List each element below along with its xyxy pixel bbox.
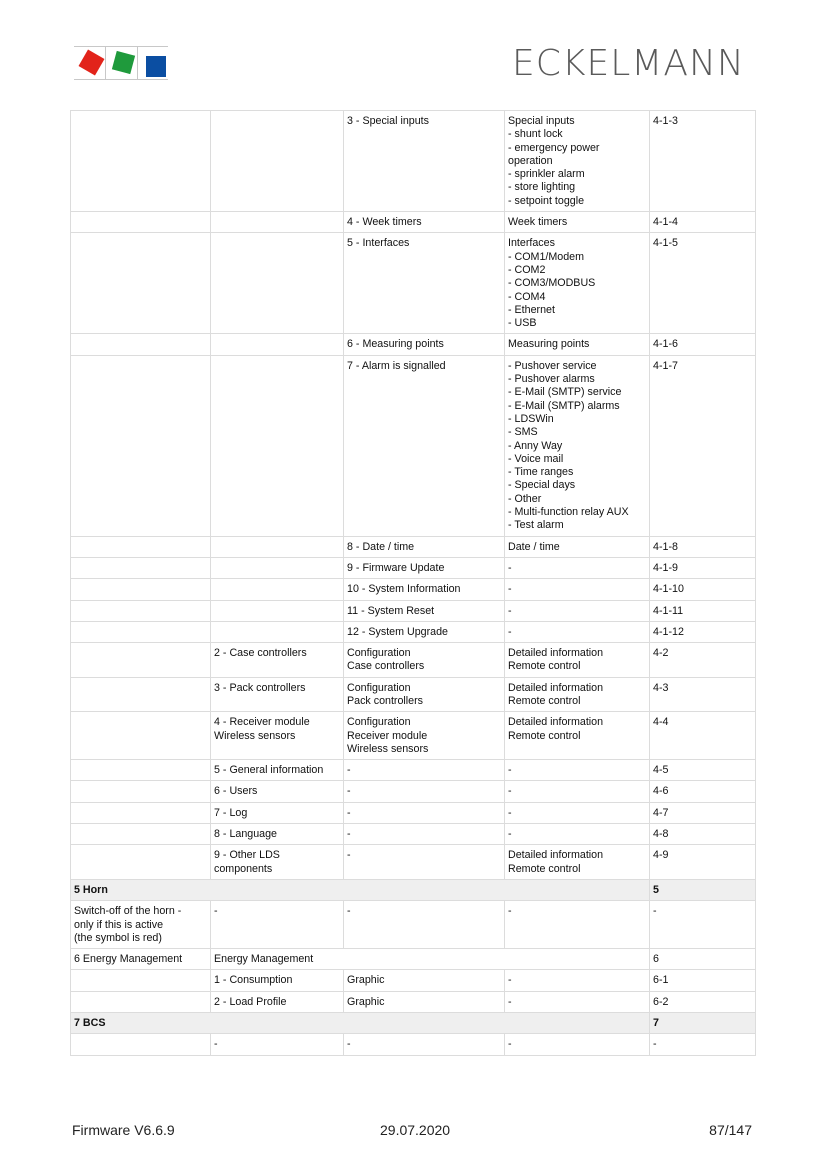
cell-content: -: [505, 1034, 650, 1055]
cell-level3: Configuration Receiver module Wireless sensors: [344, 712, 505, 760]
table-row: [71, 802, 756, 823]
cell-level3: -: [344, 845, 505, 880]
table-row: [71, 579, 756, 600]
cell-level3: 12 - System Upgrade: [344, 621, 505, 642]
cell-reference: 4-5: [650, 760, 756, 781]
cell-reference: 4-1-9: [650, 557, 756, 578]
cell-level2: 8 - Language: [211, 824, 344, 845]
cell-content: -: [505, 579, 650, 600]
table-row: [71, 233, 756, 334]
footer-page-number: 87/147: [709, 1122, 752, 1138]
table-row: [71, 760, 756, 781]
cell-level3: Configuration Case controllers: [344, 643, 505, 678]
cell-level2: -: [211, 901, 344, 949]
cell-level2: 6 - Users: [211, 781, 344, 802]
section-row-bcs: [71, 1013, 756, 1034]
cell-level3: 4 - Week timers: [344, 212, 505, 233]
cell-content: -: [505, 760, 650, 781]
cell-content: Detailed information Remote control: [505, 677, 650, 712]
cell-reference: 5: [650, 879, 756, 900]
cell-reference: 4-1-3: [650, 111, 756, 212]
cell-content: -: [505, 781, 650, 802]
section-row-horn: [71, 879, 756, 900]
cell-level2: 3 - Pack controllers: [211, 677, 344, 712]
table-row: [71, 781, 756, 802]
cell-reference: 4-1-5: [650, 233, 756, 334]
table-row: [71, 536, 756, 557]
cell-reference: 4-1-6: [650, 334, 756, 355]
table-row: [71, 355, 756, 536]
table-row: [71, 991, 756, 1012]
cell-level2: 5 - General information: [211, 760, 344, 781]
logo-red-square: [79, 50, 105, 76]
cell-level3: 5 - Interfaces: [344, 233, 505, 334]
cell-level3: -: [344, 824, 505, 845]
cell-reference: 4-9: [650, 845, 756, 880]
table-row: [71, 600, 756, 621]
cell-content: -: [505, 802, 650, 823]
cell-content: -: [505, 600, 650, 621]
section-title: 5 Horn: [71, 879, 650, 900]
cell-reference: 4-1-7: [650, 355, 756, 536]
table-row: [71, 712, 756, 760]
cell-reference: 4-2: [650, 643, 756, 678]
cell-content: Special inputs - shunt lock - emergency power operation - sprinkler alarm - store lighting - setpoint toggle: [505, 111, 650, 212]
cell-level3: Graphic: [344, 970, 505, 991]
cell-content: Measuring points: [505, 334, 650, 355]
cell-reference: 4-1-8: [650, 536, 756, 557]
cell-level1: Switch-off of the horn - only if this is active (the symbol is red): [71, 901, 211, 949]
cell-reference: 4-1-10: [650, 579, 756, 600]
cell-reference: 6-1: [650, 970, 756, 991]
cell-reference: 6-2: [650, 991, 756, 1012]
table-row: [71, 111, 756, 212]
cell-level3: 8 - Date / time: [344, 536, 505, 557]
cell-content: Week timers: [505, 212, 650, 233]
cell-content: Detailed information Remote control: [505, 643, 650, 678]
brand-wordmark: ECKELMANN: [512, 43, 745, 84]
table-row: [71, 212, 756, 233]
cell-level2: 9 - Other LDS components: [211, 845, 344, 880]
cell-level2: 1 - Consumption: [211, 970, 344, 991]
cell-reference: 6: [650, 949, 756, 970]
cell-level3: 6 - Measuring points: [344, 334, 505, 355]
cell-level2: 2 - Load Profile: [211, 991, 344, 1012]
footer-firmware-version: Firmware V6.6.9: [72, 1122, 175, 1138]
cell-level2: Energy Management: [211, 949, 650, 970]
cell-level3: -: [344, 781, 505, 802]
cell-content: -: [505, 970, 650, 991]
table-row: [71, 1034, 756, 1055]
cell-level2: 7 - Log: [211, 802, 344, 823]
cell-level3: 9 - Firmware Update: [344, 557, 505, 578]
cell-reference: 4-4: [650, 712, 756, 760]
table-row: [71, 970, 756, 991]
cell-level1: [71, 111, 211, 212]
logo-green-square: [112, 51, 135, 74]
table-row: [71, 901, 756, 949]
cell-content: -: [505, 621, 650, 642]
cell-level3: Configuration Pack controllers: [344, 677, 505, 712]
cell-reference: -: [650, 1034, 756, 1055]
cell-level3: -: [344, 760, 505, 781]
cell-reference: 4-3: [650, 677, 756, 712]
table-row: [71, 557, 756, 578]
cell-reference: 4-6: [650, 781, 756, 802]
table-row: [71, 845, 756, 880]
cell-content: Date / time: [505, 536, 650, 557]
cell-reference: 7: [650, 1013, 756, 1034]
cell-content: Detailed information Remote control: [505, 845, 650, 880]
cell-content: -: [505, 991, 650, 1012]
footer-date: 29.07.2020: [380, 1122, 451, 1138]
cell-level3: Graphic: [344, 991, 505, 1012]
cell-level3: 10 - System Information: [344, 579, 505, 600]
cell-level3: 3 - Special inputs: [344, 111, 505, 212]
cell-content: - Pushover service - Pushover alarms - E-Mail (SMTP) service - E-Mail (SMTP) alarms - LDSWin - SMS - Anny Way - Voice mail - Time ranges - Special days - Other - Multi-function relay AUX - Test alarm: [505, 355, 650, 536]
cell-reference: 4-8: [650, 824, 756, 845]
table-row: [71, 824, 756, 845]
cell-content: -: [505, 901, 650, 949]
eckelmann-logo: [74, 46, 168, 80]
table-row: [71, 643, 756, 678]
cell-content: Detailed information Remote control: [505, 712, 650, 760]
cell-level2: 2 - Case controllers: [211, 643, 344, 678]
cell-level3: -: [344, 901, 505, 949]
table-row: [71, 949, 756, 970]
cell-reference: 4-7: [650, 802, 756, 823]
cell-level2: [211, 111, 344, 212]
cell-content: -: [505, 557, 650, 578]
cell-reference: -: [650, 901, 756, 949]
cell-content: Interfaces - COM1/Modem - COM2 - COM3/MODBUS - COM4 - Ethernet - USB: [505, 233, 650, 334]
section-title: 7 BCS: [71, 1013, 650, 1034]
cell-reference: 4-1-4: [650, 212, 756, 233]
cell-level2: 4 - Receiver module Wireless sensors: [211, 712, 344, 760]
logo-blue-square: [146, 56, 166, 77]
cell-content: -: [505, 824, 650, 845]
cell-reference: 4-1-11: [650, 600, 756, 621]
menu-structure-table: [70, 110, 756, 1056]
cell-level1: 6 Energy Management: [71, 949, 211, 970]
cell-level3: 11 - System Reset: [344, 600, 505, 621]
cell-level3: -: [344, 1034, 505, 1055]
cell-level2: -: [211, 1034, 344, 1055]
table-row: [71, 677, 756, 712]
cell-level3: 7 - Alarm is signalled: [344, 355, 505, 536]
table-row: [71, 334, 756, 355]
cell-reference: 4-1-12: [650, 621, 756, 642]
table-row: [71, 621, 756, 642]
cell-level3: -: [344, 802, 505, 823]
